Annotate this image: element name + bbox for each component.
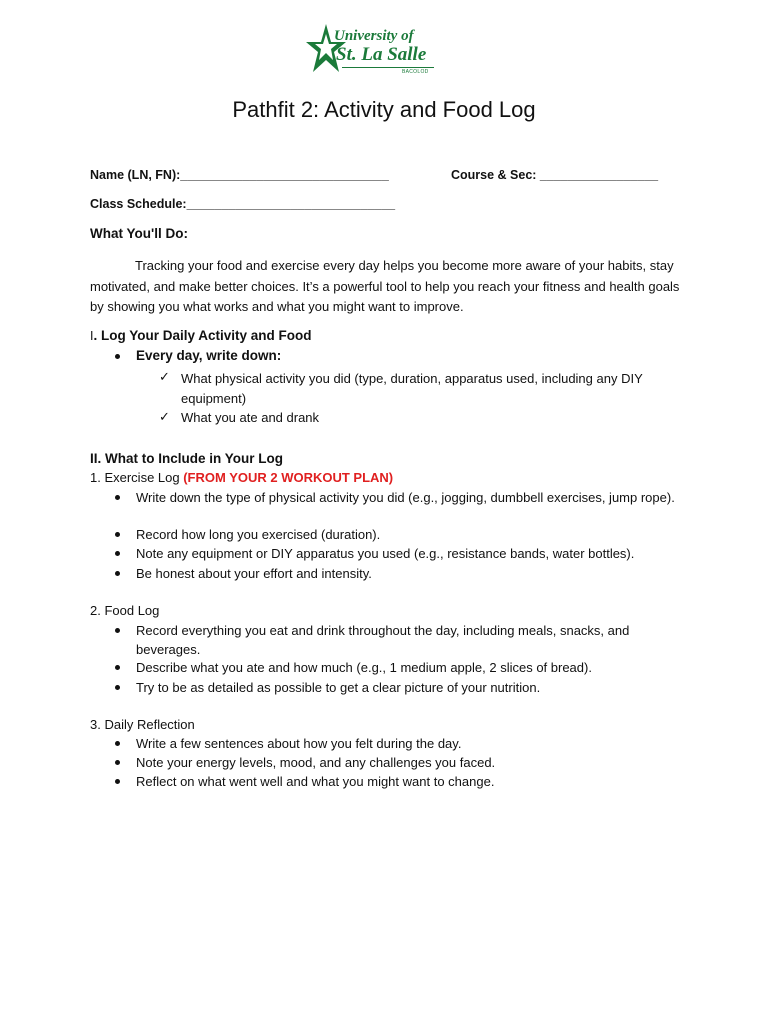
list-item: Note any equipment or DIY apparatus you used (e.g., resistance bands, water bottles). — [136, 546, 635, 561]
list-item: Write a few sentences about how you felt during the day. — [136, 736, 462, 751]
list-item: Note your energy levels, mood, and any challenges you faced. — [136, 755, 496, 770]
logo-line-campus: BACOLOD — [402, 69, 429, 75]
bullet-icon — [115, 760, 120, 765]
workout-plan-note: (FROM YOUR 2 WORKOUT PLAN) — [183, 470, 394, 485]
daily-reflection-label: 3. Daily Reflection — [90, 717, 195, 732]
section-1-bullet: Every day, write down: — [136, 348, 282, 363]
checkmark-icon: ✓ — [159, 369, 170, 384]
food-log-label: 2. Food Log — [90, 603, 160, 618]
bullet-icon — [115, 685, 120, 690]
section-2-heading: II. What to Include in Your Log — [90, 451, 283, 466]
list-item: Reflect on what went well and what you might want to change. — [136, 774, 495, 789]
list-item: Describe what you ate and how much (e.g., 1 medium apple, 2 slices of bread). — [136, 660, 592, 675]
list-item: Record how long you exercised (duration). — [136, 527, 381, 542]
bullet-icon — [115, 779, 120, 784]
list-item: Record everything you eat and drink throughout the day, including meals, snacks, and beverages. — [136, 623, 630, 657]
exercise-log-label — [90, 470, 393, 485]
logo-line-university: University of — [334, 28, 414, 44]
page-title: Pathfit 2: Activity and Food Log — [232, 97, 536, 122]
exercise-log-title: 1. Exercise Log — [90, 470, 184, 485]
university-logo — [306, 22, 436, 80]
section-1-title: . Log Your Daily Activity and Food — [93, 328, 312, 343]
intro-paragraph: Tracking your food and exercise every day helps you become more aware of your habits, stay motivated, and make better choices. It’s a powerful tool to help you reach your fitness and health goals by showing you what works and what you might want to improve. — [90, 258, 680, 314]
checkmark-icon: ✓ — [159, 409, 170, 424]
bullet-icon — [115, 741, 120, 746]
bullet-icon — [115, 551, 120, 556]
bullet-icon — [115, 665, 120, 670]
bullet-icon — [115, 628, 120, 633]
logo-line-name: St. La Salle — [336, 44, 427, 65]
check-item: What you ate and drank — [181, 410, 320, 425]
bullet-icon — [115, 495, 120, 500]
logo-divider — [342, 67, 434, 68]
section-1-roman: I — [90, 329, 94, 343]
list-item: Be honest about your effort and intensity. — [136, 566, 372, 581]
what-youll-do-heading: What You'll Do: — [90, 226, 188, 241]
check-item: What physical activity you did (type, duration, apparatus used, including any DIY equipment) — [181, 371, 643, 406]
bullet-icon — [115, 571, 120, 576]
list-item: Try to be as detailed as possible to get a clear picture of your nutrition. — [136, 680, 541, 695]
name-field[interactable]: Name (LN, FN):______________________________ — [90, 168, 389, 182]
bullet-icon — [115, 354, 120, 359]
bullet-icon — [115, 532, 120, 537]
class-schedule-field[interactable]: Class Schedule:______________________________ — [90, 197, 396, 211]
section-1-heading — [90, 328, 312, 343]
course-section-field[interactable]: Course & Sec: _________________ — [451, 168, 659, 182]
list-item: Write down the type of physical activity you did (e.g., jogging, dumbbell exercises, jump rope). — [136, 490, 675, 505]
